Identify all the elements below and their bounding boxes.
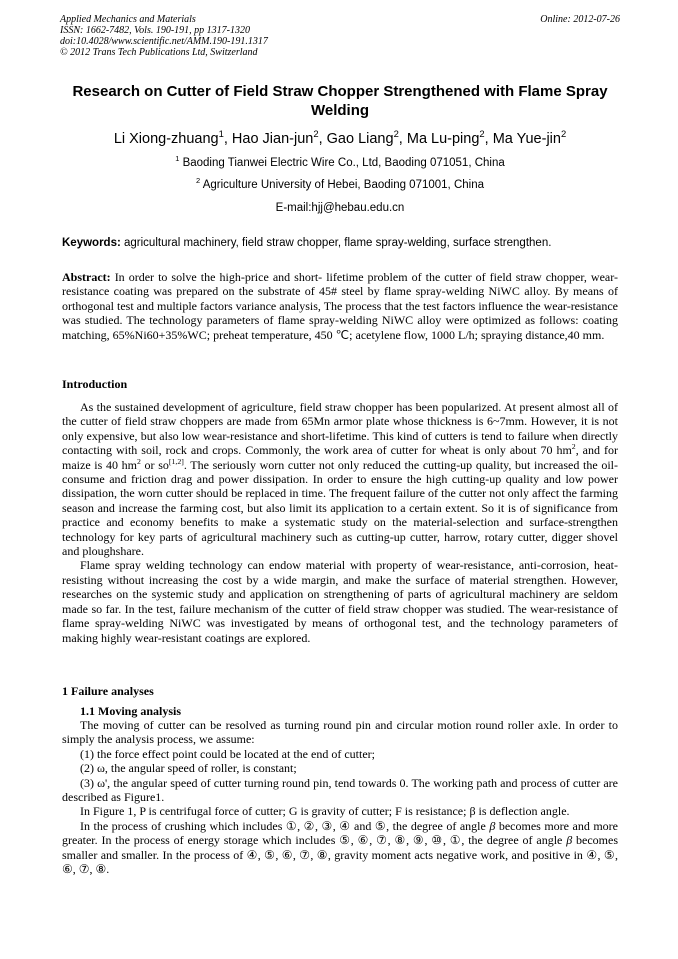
- keywords: [62, 236, 618, 250]
- author-affiliation-mark: 2: [313, 128, 319, 140]
- author-list: [60, 130, 620, 148]
- introduction-paragraph-1: [62, 400, 618, 558]
- introduction-paragraph-2: Flame spray welding technology can endow material with property of wear-resistance, anti-corrosion, heat-resisting without increasing the cost by a wide margin, and make the surface of material strengthen. However, researches on the systemic study and application on strengthening of parts of agricultural machinery are seldom made so far. In the test, failure mechanism of the cutter of field straw chopper was studied. The wear-resistance of flame spray-welding NiWC was investigated by means of orthogonal test, and the technology parameters of making highly wear-resistant coatings are explored.: [62, 558, 618, 645]
- author-name: Hao Jian-jun: [231, 131, 314, 147]
- journal-header: [60, 14, 620, 58]
- keywords-label: Keywords:: [62, 237, 121, 249]
- author-separator: ,: [398, 131, 407, 147]
- introduction-body: [62, 400, 618, 645]
- affiliation-number: 2: [196, 176, 201, 186]
- affiliation-2: [60, 178, 620, 192]
- keywords-text: agricultural machinery, field straw chopper, flame spray-welding, surface strengthen.: [124, 237, 552, 249]
- author-affiliation-mark: 1: [218, 128, 224, 140]
- abstract-text: In order to solve the high-price and short- lifetime problem of the cutter of field straw chopper, wear-resistance coating was prepared on the substrate of 45# steel by flame spray-welding NiWC alloy. By means of orthogonal test and multiple factors variance analysis, The process that the test factors influence the wear-resistance was studied. The technology parameters of flame spray-welding NiWC alloy were optimized as follows: coating matching, 65%Ni60+35%WC; preheat temperature, 450 ℃; acetylene flow, 1000 L/h; spraying distance,40 mm.: [62, 270, 618, 342]
- author-name: Ma Yue-jin: [492, 131, 561, 147]
- doi-line: doi:10.4028/www.scientific.net/AMM.190-191.1317: [60, 36, 268, 47]
- online-date: Online: 2012-07-26: [540, 14, 620, 25]
- superscript: 2: [571, 442, 576, 452]
- author-name: Gao Liang: [326, 131, 394, 147]
- paragraph-text: becomes more and more greater. In the process of energy storage which includes ⑤, ⑥, ⑦, ⑧, ⑨, ⑩, ①, the degree of angle: [62, 818, 619, 848]
- affiliation-number: 1: [175, 154, 180, 164]
- citation-reference: [1,2]: [168, 456, 184, 466]
- affiliation-text: Baoding Tianwei Electric Wire Co., Ltd, Baoding 071051, China: [182, 157, 505, 169]
- journal-name: Applied Mechanics and Materials: [60, 14, 196, 25]
- author-name: Ma Lu-ping: [406, 131, 480, 147]
- paragraph-text: As the sustained development of agriculture, field straw chopper has been popularized. At present almost all of the cutter of field straw choppers are made from 65Mn armor plate whose thickness is 6~7mm. However, it is not only expensive, but also low wear-resistance and short-lifetime. This kind of cutters is tend to failure when directly contacting with soil, rock and crops. Commonly, the work area of cutter for wheat is only about 70 hm: [62, 400, 618, 458]
- author-affiliation-mark: 2: [560, 128, 567, 140]
- author-affiliation-mark: 2: [393, 128, 399, 140]
- issn-line: ISSN: 1662-7482, Vols. 190-191, pp 1317-1320: [60, 25, 250, 36]
- subsection-heading-moving-analysis: 1.1 Moving analysis: [80, 704, 182, 718]
- figure-explanation-paragraph: In Figure 1, P is centrifugal force of cutter; G is gravity of cutter; F is resistance; β is deflection angle.: [80, 804, 570, 819]
- affiliation-text: Agriculture University of Hebei, Baoding 071001, China: [202, 179, 484, 191]
- paragraph-text: or so: [140, 457, 169, 472]
- beta-symbol: β: [566, 833, 573, 848]
- abstract: [62, 270, 618, 342]
- assumption-3: (3) ω', the angular speed of cutter turning round pin, tend towards 0. The working path and process of cutter are described as Figure1.: [62, 775, 618, 805]
- assumption-1: (1) the force effect point could be located at the end of cutter;: [80, 746, 375, 761]
- paragraph-text: , and for maize is 40 hm: [62, 443, 618, 472]
- section-heading-introduction: Introduction: [62, 377, 128, 391]
- assumption-2: (2) ω, the angular speed of roller, is constant;: [80, 761, 297, 776]
- author-separator: ,: [318, 131, 327, 147]
- paragraph-text: In the process of crushing which includes ①, ②, ③, ④ and ⑤, the degree of angle: [80, 818, 490, 833]
- crushing-process-paragraph: [62, 819, 618, 877]
- affiliation-1: [60, 156, 620, 170]
- section-heading-failure-analyses: 1 Failure analyses: [62, 684, 154, 698]
- moving-paragraph: The moving of cutter can be resolved as turning round pin and circular motion round roller axle. In order to simply the analysis process, we assume:: [62, 718, 618, 747]
- author-separator: ,: [484, 131, 493, 147]
- contact-email: E-mail:hjj@hebau.edu.cn: [275, 202, 405, 214]
- abstract-label: Abstract:: [62, 270, 111, 284]
- beta-symbol: β: [489, 818, 496, 833]
- paragraph-text: . The seriously worn cutter not only reduced the cutting-up quality, but increased the oil-consume and friction drag and power dissipation. In order to ensure the high cutting-up quality and low power dissipation, the worn cutter should be replaced in time. The frequent failure of the cutter not only affect the farming season and increase the farming cost, but also limit its application to a certain extent. So it is of significance from practice and economy benefits to make a systematic study on the material-selection and surface-strengthen technology for key parts of agricultural machinery such as cutting-up cutter, harrow, rotary cutter, digger shovel and ploughshare.: [62, 457, 619, 559]
- author-separator: ,: [223, 131, 232, 147]
- paragraph-text: becomes smaller and smaller. In the process of ④, ⑤, ⑥, ⑦, ⑧, gravity moment acts negative work, and positive in ④, ⑤, ⑥, ⑦, ⑧.: [62, 833, 619, 877]
- copyright-line: © 2012 Trans Tech Publications Ltd, Switzerland: [60, 47, 258, 58]
- paper-title: Research on Cutter of Field Straw Chopper Strengthened with Flame Spray Welding: [72, 83, 608, 119]
- moving-analysis-body: [62, 718, 618, 876]
- superscript: 2: [136, 456, 141, 466]
- author-affiliation-mark: 2: [479, 128, 485, 140]
- author-name: Li Xiong-zhuang: [113, 131, 219, 147]
